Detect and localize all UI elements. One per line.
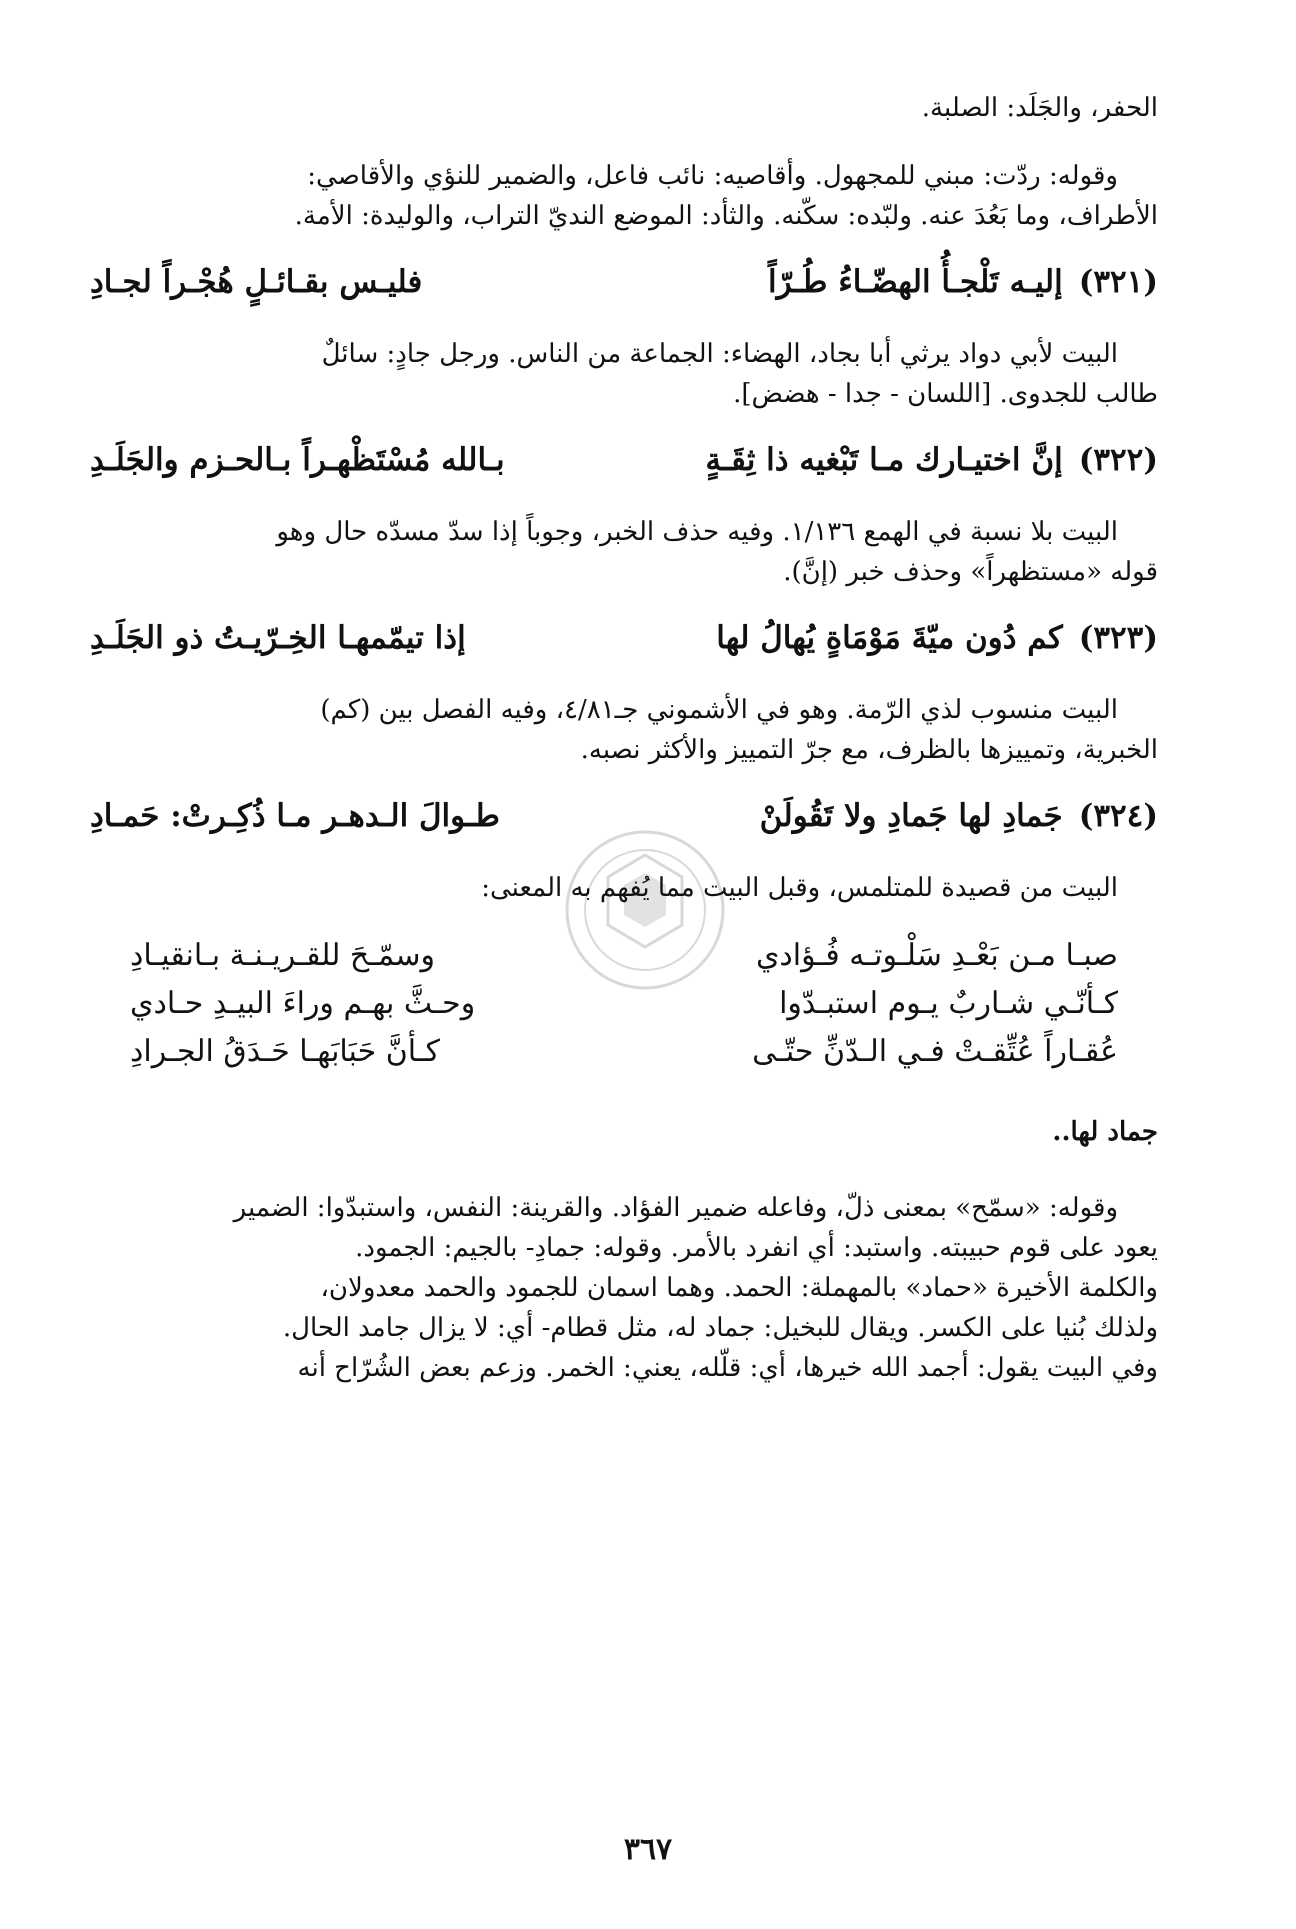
text-line: وقوله: ردّت: مبني للمجهول. وأقاصيه: نائب فاعل، والضمير للنؤي والأقاصي: (307, 161, 1118, 191)
verse-second-hemistich: طـوالَ الـدهـر مـا ذُكِـرتْ: حَمـادِ (89, 798, 500, 834)
commentary-paragraph (90, 156, 1158, 236)
text-line: ولذلك بُنيا على الكسر. ويقال للبخيل: جماد له، مثل قطام- أي: لا يزال جامد الحال. (282, 1313, 1158, 1343)
commentary-paragraph (90, 1188, 1158, 1388)
verse-number: (٣٢٤) (1078, 798, 1158, 834)
page-number: ٣٦٧ (623, 1832, 673, 1867)
verse-number: (٣٢٢) (1078, 442, 1158, 478)
verse-second-hemistich: فليـس بقـائـلٍ هُجْـراً لجـادِ (89, 264, 423, 300)
verse-second-hemistich: بـالله مُسْتَظْهـراً بـالحـزم والجَلَـدِ (89, 442, 505, 478)
text-line: البيت منسوب لذي الرّمة. وهو في الأشموني جـ٤/٨١، وفيه الفصل بين (كم) (320, 695, 1118, 725)
poem-second-hemistich: وحـثَّ بهـم وراءَ البيـدِ حـادي (130, 986, 476, 1021)
commentary-paragraph (90, 690, 1158, 770)
verse-324 (90, 794, 1158, 838)
text-line: البيت لأبي دواد يرثي أبا بجاد، الهضاء: الجماعة من الناس. ورجل جادٍ: سائلٌ (321, 339, 1118, 369)
text-line: الأطراف، وما بَعُدَ عنه. ولبّده: سكّنه. والثأد: الموضع النديّ التراب، والوليدة: الأمة. (294, 201, 1158, 231)
poem-second-hemistich: كـأنَّ حَبَابَهـا حَـدَقُ الجـرادِ (130, 1034, 440, 1069)
verse-first-hemistich: كم دُون ميّةَ مَوْمَاةٍ يُهالُ لها (716, 620, 1063, 656)
verse-321 (90, 260, 1158, 304)
text-line: يعود على قوم حبيبته. واستبد: أي انفرد بالأمر. وقوله: جمادِ- بالجيم: الجمود. (355, 1233, 1158, 1263)
commentary-paragraph (90, 868, 1158, 908)
poem-line (130, 932, 1118, 980)
quoted-poem (130, 932, 1118, 1076)
poem-second-hemistich: وسمّـحَ للقـريـنـة بـانقيـادِ (130, 938, 435, 973)
text-line: البيت من قصيدة للمتلمس، وقبل البيت مما يُفهم به المعنى: (481, 873, 1118, 903)
page-content (90, 88, 1158, 1412)
poem-line (130, 1028, 1118, 1076)
text-line: والكلمة الأخيرة «حماد» بالمهملة: الحمد. وهما اسمان للجمود والحمد معدولان، (320, 1273, 1158, 1303)
text-line: قوله «مستظهراً» وحذف خبر (إنَّ). (783, 557, 1158, 587)
text-line: وقوله: «سمّح» بمعنى ذلّ، وفاعله ضمير الفؤاد. والقرينة: النفس، واستبدّوا: الضمير (233, 1193, 1118, 1223)
text-line: البيت بلا نسبة في الهمع ١/١٣٦. وفيه حذف الخبر، وجوباً إذا سدّ مسدّه حال وهو (276, 517, 1118, 547)
text-line: طالب للجدوى. [اللسان - جدا - هضض]. (733, 379, 1158, 409)
verse-first-hemistich: جَمادِ لها جَمادِ ولا تَقُولَنْ (759, 798, 1063, 834)
verse-number: (٣٢١) (1078, 264, 1158, 300)
text-line: الخبرية، وتمييزها بالظرف، مع جرّ التمييز والأكثر نصبه. (580, 735, 1158, 765)
verse-322 (90, 438, 1158, 482)
poem-first-hemistich: صبـا مـن بَعْـدِ سَلْـوتـه فُـؤادي (755, 938, 1118, 973)
verse-second-hemistich: إذا تيمّمهـا الخِـرّيـتُ ذو الجَلَـدِ (90, 620, 466, 656)
poem-first-hemistich: عُقـاراً عُتِّقـتْ فـي الـدّنِّ حتّـى (752, 1034, 1118, 1069)
text-line: وفي البيت يقول: أجمد الله خيرها، أي: قلّله، يعني: الخمر. وزعم بعض الشُرّاح أنه (297, 1353, 1158, 1383)
verse-first-hemistich: إليـه تَلْجـأُ الهضّـاءُ طُـرّاً (767, 264, 1063, 300)
commentary-paragraph (90, 512, 1158, 592)
text-line: الحفر، والجَلَد: الصلبة. (921, 93, 1158, 123)
verse-first-hemistich: إنَّ اختيـارك مـا تَبْغيه ذا ثِقَـةٍ (705, 442, 1063, 478)
poem-first-hemistich: كـأنّـي شـاربٌ يـوم استبـدّوا (779, 986, 1118, 1021)
verse-number: (٣٢٣) (1078, 620, 1158, 656)
text-line: جماد لها.. (1052, 1117, 1158, 1147)
verse-323 (90, 616, 1158, 660)
commentary-paragraph (90, 334, 1158, 414)
poem-line (130, 980, 1118, 1028)
